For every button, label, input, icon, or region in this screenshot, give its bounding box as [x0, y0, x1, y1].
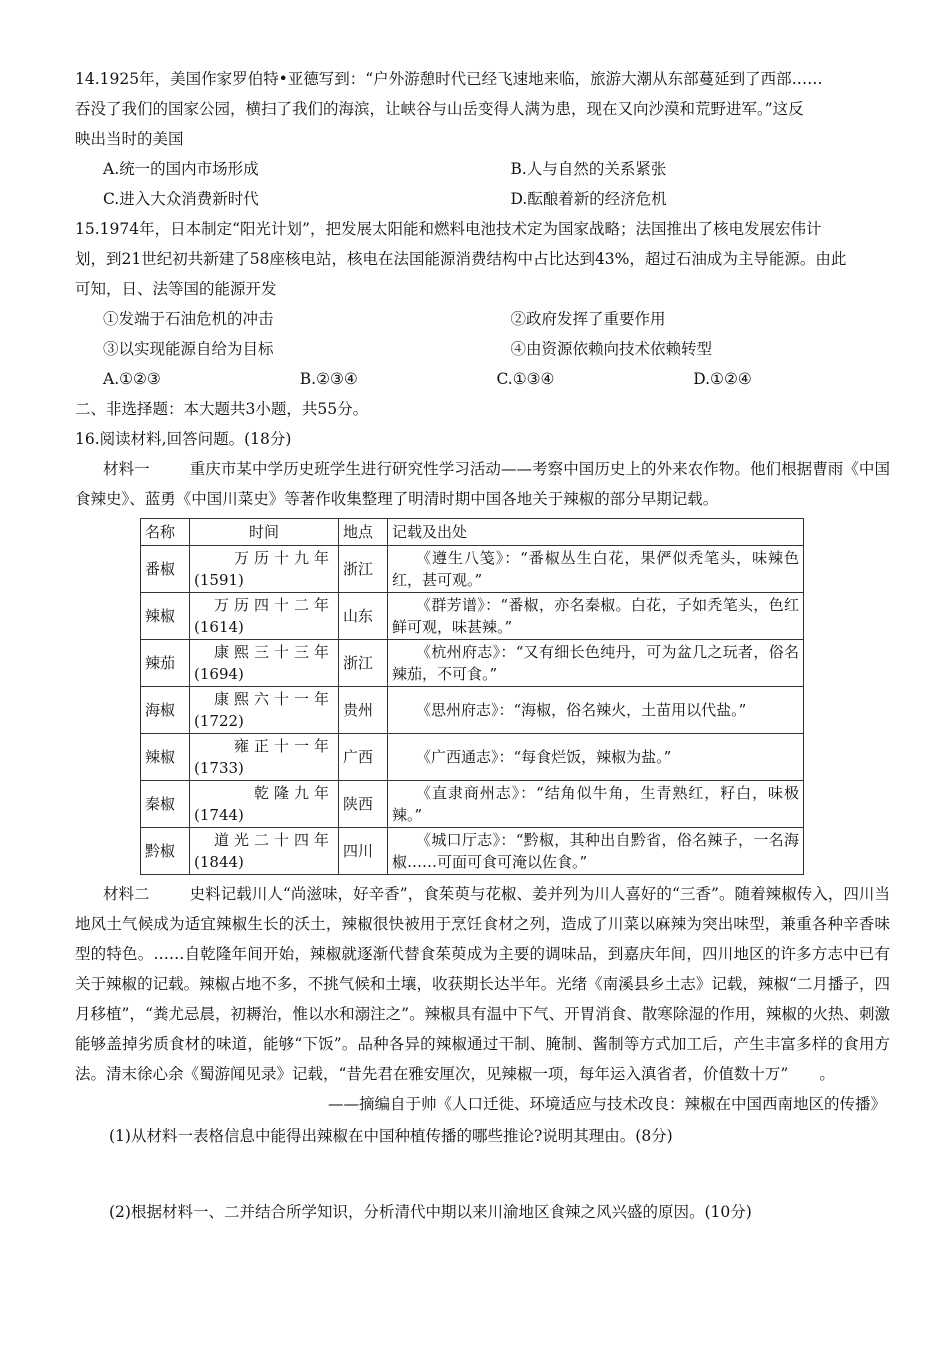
question-14-stem-line: 映出当时的美国 [75, 130, 184, 148]
citation: ——摘编自于帅《人口迁徙、环境适应与技术改良：辣椒在中国西南地区的传播》 [327, 1095, 886, 1113]
cell-source: 《群芳谱》：“番椒，亦名秦椒。白花，子如秃笔头，色红鲜可观，味甚辣。” [388, 593, 804, 640]
cell-year: (1744) [194, 806, 244, 824]
cell-time [190, 593, 339, 640]
cell-year: (1614) [194, 618, 244, 636]
cell-era: 康熙六十一年 [213, 690, 334, 708]
option-a: A.①②③ [103, 370, 161, 388]
cell-name: 秦椒 [141, 781, 190, 828]
option-b: B.②③④ [299, 370, 358, 388]
exam-page [75, 64, 890, 1227]
item-2: ②政府发挥了重要作用 [510, 310, 666, 328]
cell-source: 《遵生八笺》：“番椒丛生白花，果俨似秃笔头，味辣色红，甚可观。” [388, 546, 804, 593]
cell-source: 《思州府志》：“海椒，俗名辣火，土苗用以代盐。” [388, 687, 804, 734]
cell-place: 浙江 [339, 640, 388, 687]
material-two [75, 879, 890, 1089]
material-two-text: 史料记载川人“尚滋味，好辛香”，食茱萸与花椒、姜并列为川人喜好的“三香”。随着辣椒传入，四川当地风土气候成为适宜辣椒生长的沃土，辣椒很快被用于烹饪食材之列，造成了川菜以麻辣为突出味型，兼重各种辛香味型的特色。……自乾隆年间开始，辣椒就逐渐代替食茱萸成为主要的调味品，到嘉庆年间，四川地区的许多方志中已有关于辣椒的记载。辣椒占地不多，不挑气候和土壤，收获期长达半年。光绪《南溪县乡土志》记载，辣椒“二月播子，四月移植”，“粪尤忌晨，初耨治，惟以水和溺注之”。辣椒具有温中下气、开胃消食、散寒除湿的作用，辣椒的火热、刺激能够盖掉劣质食材的味道，能够“下饭”。品种各异的辣椒通过干制、腌制、酱制等方式加工后，产生丰富多样的食用方法。清末徐心余《蜀游闻见录》记载，“昔先君在雅安厘次，见辣椒一项，每年运入滇省者，价值数十万” 。 [75, 885, 890, 1083]
material-one [75, 454, 890, 514]
section-heading: 二、非选择题：本大题共3小题，共55分。 [75, 400, 369, 418]
cell-era: 康熙三十三年 [213, 643, 334, 661]
cell-era: 道光二十四年 [213, 831, 334, 849]
cell-name: 辣椒 [141, 734, 190, 781]
table-row [141, 781, 804, 828]
cell-source: 《直隶商州志》：“结角似牛角，生青熟红，籽白，味极辣。” [388, 781, 804, 828]
question-14-options-row [75, 184, 890, 214]
cell-place: 四川 [339, 828, 388, 875]
option-b: B.人与自然的关系紧张 [510, 160, 667, 178]
question-15-stem-line: 可知，日、法等国的能源开发 [75, 280, 277, 298]
cell-year: (1694) [194, 665, 244, 683]
cell-name: 辣椒 [141, 593, 190, 640]
question-15-items-row [75, 304, 890, 334]
question-16 [75, 424, 890, 1227]
header-place: 地点 [339, 519, 388, 546]
question-15 [75, 214, 890, 394]
cell-place: 广西 [339, 734, 388, 781]
cell-year: (1591) [194, 571, 244, 589]
table-header-row [141, 519, 804, 546]
cell-source: 《广西通志》：“每食烂饭，辣椒为盐。” [388, 734, 804, 781]
question-15-options-row [75, 364, 890, 394]
cell-source: 《杭州府志》：“又有细长色纯丹，可为盆几之玩者，俗名辣茄，不可食。” [388, 640, 804, 687]
option-c: C.①③④ [496, 370, 555, 388]
material-one-label: 材料一 [103, 460, 150, 478]
item-1: ①发端于石油危机的冲击 [103, 310, 274, 328]
cell-source: 《城口厅志》：“黔椒，其种出自黔省，俗名辣子，一名海椒……可面可食可淹以佐食。” [388, 828, 804, 875]
question-15-stem-line: 划，到21世纪初共新建了58座核电站，核电在法国能源消费结构中占比达到43%，超过石油成为主导能源。由此 [75, 250, 847, 268]
cell-name: 番椒 [141, 546, 190, 593]
cell-place: 浙江 [339, 546, 388, 593]
cell-place: 山东 [339, 593, 388, 640]
cell-time [190, 734, 339, 781]
cell-time [190, 640, 339, 687]
header-time: 时间 [190, 519, 339, 546]
question-14-stem-line: 吞没了我们的国家公园，横扫了我们的海滨，让峡谷与山岳变得人满为患，现在又向沙漠和荒野进军。”这反 [75, 100, 804, 118]
option-a: A.统一的国内市场形成 [103, 160, 259, 178]
cell-time [190, 828, 339, 875]
table-row [141, 828, 804, 875]
question-16-title: 16.阅读材料,回答问题。(18分) [75, 430, 292, 448]
cell-year: (1722) [194, 712, 244, 730]
table-row [141, 687, 804, 734]
table-row [141, 593, 804, 640]
table-row [141, 546, 804, 593]
question-14-options-row [75, 154, 890, 184]
option-d: D.①②④ [693, 370, 752, 388]
sub-question-1: (1)从材料一表格信息中能得出辣椒在中国种植传播的哪些推论?说明其理由。(8分) [109, 1127, 673, 1145]
cell-time [190, 546, 339, 593]
cell-place: 贵州 [339, 687, 388, 734]
question-15-items-row [75, 334, 890, 364]
sub-question-2: (2)根据材料一、二并结合所学知识，分析清代中期以来川渝地区食辣之风兴盛的原因。(10分) [109, 1203, 752, 1221]
cell-place: 陕西 [339, 781, 388, 828]
cell-year: (1844) [194, 853, 244, 871]
question-15-stem-line: 15.1974年，日本制定“阳光计划”，把发展太阳能和燃料电池技术定为国家战略；法国推出了核电发展宏伟计 [75, 220, 822, 238]
item-3: ③以实现能源自给为目标 [103, 340, 274, 358]
item-4: ④由资源依赖向技术依赖转型 [510, 340, 713, 358]
material-two-label: 材料二 [103, 885, 150, 903]
cell-era: 乾隆九年 [253, 784, 334, 802]
chili-records-table [140, 518, 804, 875]
cell-time [190, 781, 339, 828]
cell-era: 雍正十一年 [233, 737, 334, 755]
table-row [141, 734, 804, 781]
table-row [141, 640, 804, 687]
question-14-stem-line: 14.1925年，美国作家罗伯特•亚德写到：“户外游憩时代已经飞速地来临，旅游大潮从东部蔓延到了西部…… [75, 70, 823, 88]
cell-name: 海椒 [141, 687, 190, 734]
cell-year: (1733) [194, 759, 244, 777]
question-14 [75, 64, 890, 214]
material-one-text: 重庆市某中学历史班学生进行研究性学习活动——考察中国历史上的外来农作物。他们根据曹雨《中国食辣史》、蓝勇《中国川菜史》等著作收集整理了明清时期中国各地关于辣椒的部分早期记载。 [75, 460, 890, 508]
cell-time [190, 687, 339, 734]
cell-era: 万历四十二年 [213, 596, 334, 614]
option-d: D.酝酿着新的经济危机 [510, 190, 667, 208]
cell-name: 辣茄 [141, 640, 190, 687]
header-source: 记载及出处 [388, 519, 804, 546]
cell-name: 黔椒 [141, 828, 190, 875]
option-c: C.进入大众消费新时代 [103, 190, 259, 208]
cell-era: 万历十九年 [233, 549, 334, 567]
header-name: 名称 [141, 519, 190, 546]
